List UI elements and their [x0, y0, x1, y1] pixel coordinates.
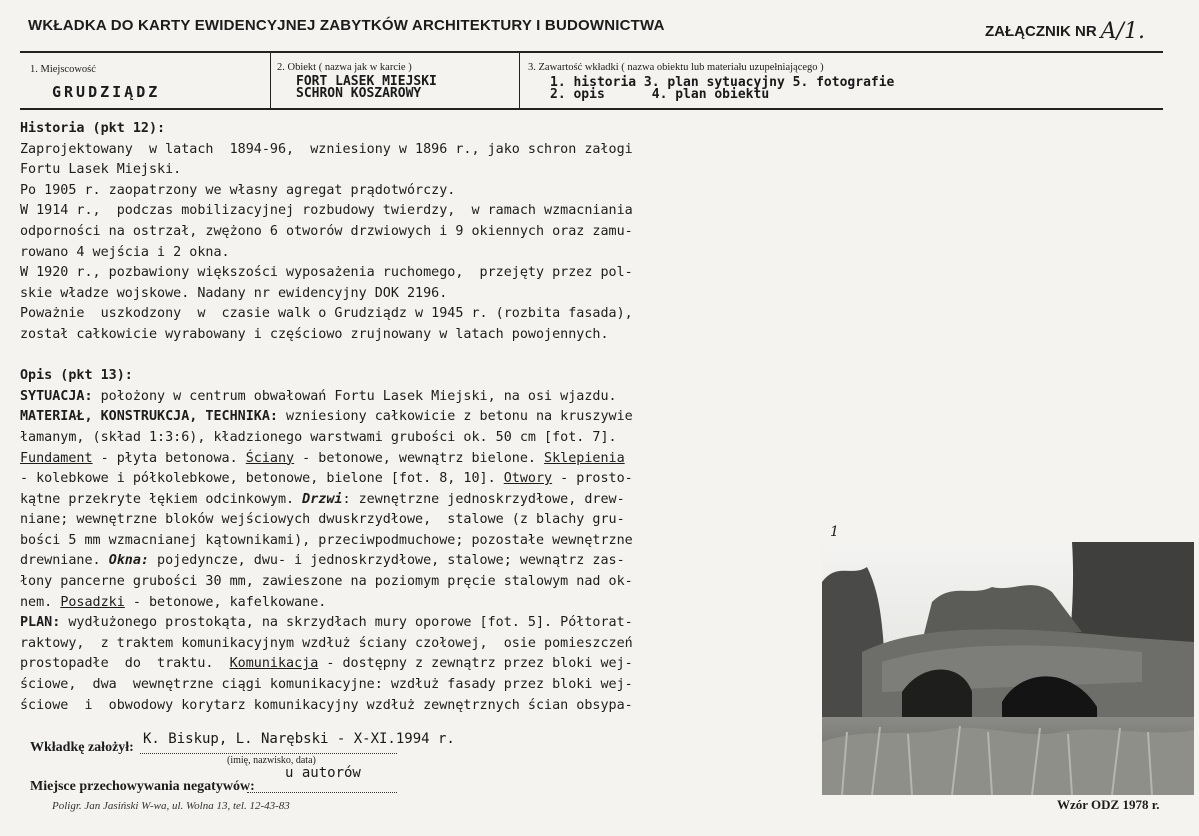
history-line: Po 1905 r. zaopatrzony we własny agregat prądotwórczy. — [20, 182, 456, 198]
prepared-by-dotted-line — [140, 753, 397, 754]
printer-imprint: Poligr. Jan Jasiński W-wa, ul. Wolna 13, tel. 12-43-83 — [52, 800, 290, 812]
historia-heading: Historia (pkt 12): — [20, 121, 166, 136]
paragraph-gap — [20, 346, 800, 367]
windows-label: Okna: — [108, 553, 149, 569]
description-line: ściowe, dwa wewnętrzne ciągi komunikacyjne: wzdłuż fasady przez bloki wej- — [20, 677, 633, 693]
description-text: - betonowe, kafelkowane. — [124, 594, 327, 610]
description-line — [20, 593, 800, 614]
communication-label: Komunikacja — [229, 656, 319, 672]
opis-heading: Opis (pkt 13): — [20, 368, 133, 384]
contents-line-2: 2. opis 4. plan obiektu — [550, 87, 770, 102]
description-line — [20, 551, 800, 572]
description-text: drewniane. — [20, 553, 109, 569]
object-label: 2. Obiekt ( nazwa jak w karcie ) — [277, 62, 412, 73]
history-line: został całkowicie wyrabowany i częściowo zrujnowany w latach powojennych. — [20, 326, 609, 342]
description-line — [20, 387, 800, 408]
description-line — [20, 654, 800, 675]
description-text: kątne przekryte łękiem odcinkowym. — [20, 491, 303, 507]
photo-number: 1 — [830, 524, 839, 540]
history-line: odporności na ostrzał, zwężono 6 otworów drzwiowych i 9 okiennych oraz zamu- — [20, 223, 633, 239]
history-line: skie władze wojskowe. Nadany nr ewidencyjny DOK 2196. — [20, 285, 448, 301]
foundation-label: Fundament — [20, 450, 93, 466]
history-line: Zaprojektowany w latach 1894-96, wzniesiony w 1896 r., jako schron załogi — [20, 141, 633, 157]
doors-label: Drzwi — [302, 491, 343, 507]
material-label: MATERIAŁ, KONSTRUKCJA, TECHNIKA: — [20, 409, 278, 425]
storage-value: u autorów — [285, 765, 361, 781]
history-line: Poważnie uszkodzony w czasie walk o Grudziądz w 1945 r. (rozbita fasada), — [20, 306, 633, 322]
description-text: - dostępny z zewnątrz przez bloki wej- — [318, 656, 633, 672]
history-line: W 1920 r., pozbawiony większości wyposażenia ruchomego, przejęty przez pol- — [20, 265, 633, 281]
openings-text: - prosto- — [552, 471, 633, 487]
vaults-label: Sklepienia — [544, 450, 625, 466]
openings-label: Otwory — [503, 471, 553, 487]
plan-text: wydłużonego prostokąta, na skrzydłach mury oporowe [fot. 5]. Półtorat- — [60, 615, 633, 631]
document-title: WKŁADKA DO KARTY EWIDENCYJNEJ ZABYTKÓW ARCHITEKTURY I BUDOWNICTWA — [28, 17, 665, 34]
description-line: niane; wewnętrzne bloków wejściowych dwuskrzydłowe, stalowe (z blachy gru- — [20, 512, 625, 528]
description-text: nem. — [20, 594, 61, 610]
description-line: łamanym, (skład 1:3:6), kładzionego warstwami grubości ok. 50 cm [fot. 7]. — [20, 429, 617, 445]
locality-label: 1. Miejscowość — [30, 64, 96, 75]
description-text: : zewnętrzne jednoskrzydłowe, drew- — [342, 491, 625, 507]
description-text: pojedyncze, dwu- i jednoskrzydłowe, stalowe; wewnątrz zas- — [149, 553, 625, 569]
history-line: W 1914 r., podczas mobilizacyjnej rozbudowy twierdzy, w ramach wzmacniania — [20, 203, 633, 219]
prepared-by-label: Wkładkę założył: — [30, 740, 134, 755]
prepared-by-hint: (imię, nazwisko, data) — [227, 755, 316, 766]
description-text: prostopadłe do traktu. — [20, 656, 230, 672]
material-text: wzniesiony całkowicie z betonu na kruszywie — [277, 409, 633, 425]
plan-label: PLAN: — [20, 615, 61, 631]
situation-label: SYTUACJA: — [20, 388, 93, 404]
description-line — [20, 449, 800, 470]
walls-text: - betonowe, wewnątrz bielone. — [294, 450, 545, 466]
storage-dotted-line — [247, 792, 397, 793]
box-divider-1 — [270, 53, 271, 108]
description-line — [20, 407, 800, 428]
history-line: Fortu Lasek Miejski. — [20, 162, 182, 178]
description-line — [20, 469, 800, 490]
locality-value: GRUDZIĄDZ — [52, 83, 161, 101]
attachment-label: ZAŁĄCZNIK NR — [985, 23, 1097, 40]
object-line-2: SCHRON KOSZAROWY — [296, 86, 422, 101]
contents-label: 3. Zawartość wkładki ( nazwa obiektu lub materiału uzupełniającego ) — [528, 62, 824, 73]
form-model: Wzór ODZ 1978 r. — [1057, 797, 1160, 812]
object-line-1: FORT LASEK MIEJSKI — [296, 74, 437, 89]
bunker-photograph — [822, 542, 1194, 795]
typed-body — [20, 119, 800, 716]
storage-label: Miejsce przechowywania negatywów: — [30, 779, 255, 794]
floors-label: Posadzki — [60, 594, 125, 610]
situation-text: położony w centrum obwałowań Fortu Lasek Miejski, na osi wjazdu. — [92, 388, 617, 404]
walls-label: Ściany — [245, 450, 295, 466]
description-line — [20, 613, 800, 634]
prepared-by-value: K. Biskup, L. Narębski - X-XI.1994 r. — [143, 731, 455, 747]
history-line: rowano 4 wejścia i 2 okna. — [20, 244, 230, 260]
attachment-number — [985, 17, 1145, 42]
vaults-text: - kolebkowe i półkolebkowe, betonowe, bielone [fot. 8, 10]. — [20, 471, 504, 487]
description-line: ściowe i obwodowy korytarz komunikacyjny wzdłuż zewnętrznych ścian obsypa- — [20, 697, 633, 713]
header-rule-top — [20, 51, 1163, 53]
description-line: bości 5 mm wzmacnianej kątownikami), przeciwpodmuchowe; pozostałe wewnętrzne — [20, 532, 633, 548]
foundation-text: - płyta betonowa. — [92, 450, 246, 466]
description-line: łony pancerne grubości 30 mm, zawieszone na poziomym pręcie stalowym nad ok- — [20, 574, 633, 590]
box-divider-2 — [519, 53, 520, 108]
description-line: raktowy, z traktem komunikacyjnym wzdłuż ściany czołowej, osie pomieszczeń — [20, 635, 633, 651]
header-rule-bottom — [20, 108, 1163, 110]
attachment-value: A/1. — [1100, 19, 1145, 44]
description-line — [20, 490, 800, 511]
contents-line-1: 1. historia 3. plan sytuacyjny 5. fotografie — [550, 75, 895, 90]
